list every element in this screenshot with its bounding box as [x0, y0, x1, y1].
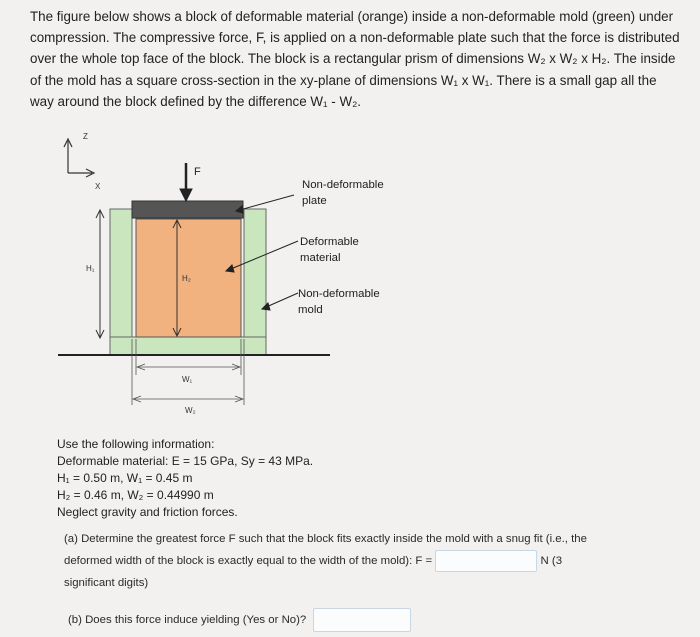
callout-material-line2: material [300, 252, 341, 264]
question-a-text: (a) Determine the greatest force F such that the block fits exactly inside the mold with a snug fit (i.e., the deformed width of the block is exactly equal to the width of the mold): F = [64, 533, 587, 568]
w1-label: W₁ [182, 375, 193, 384]
callout-plate-line1: Non-deformable [302, 179, 384, 191]
question-b-text: (b) Does this force induce yielding (Yes or No)? [68, 614, 307, 627]
given-information [57, 436, 313, 521]
question-b [68, 608, 411, 632]
h2-label: H₂ [182, 274, 191, 283]
force-arrow [180, 163, 192, 201]
force-answer-input[interactable] [435, 550, 537, 572]
callout-material-line1: Deformable [300, 236, 359, 248]
info-material: Deformable material: E = 15 GPa, Sy = 43 MPa. [57, 454, 314, 468]
mold-wall-left [110, 209, 132, 355]
info-heading: Use the following information: [57, 437, 215, 451]
intro-paragraph: The figure below shows a block of deformable material (orange) inside a non-deformable mold (green) under compression. The compressive force, F, is applied on a non-deformable plate such that the force is distributed over the whole top face of the block. The block is a rectangular prism of dimensions W₂ x W₂ x H₂. The inside of the mold has a square cross-section in the xy-plane of dimensions W₁ x W₁. There is a small gap all the way around the block defined by the difference W₁ - W₂. [30, 9, 680, 109]
axis-z-label: Z [83, 132, 88, 141]
info-dims-1: H₁ = 0.50 m, W₁ = 0.45 m [57, 471, 193, 485]
w2-label: W₂ [185, 406, 196, 415]
h1-dimension [96, 210, 104, 338]
mold-diagram [50, 125, 410, 415]
non-deformable-plate [132, 201, 243, 218]
callout-mold-line2: mold [298, 304, 323, 316]
info-neglect: Neglect gravity and friction forces. [57, 505, 238, 519]
svg-text:Non-deformable plate D [298, 179, 387, 316]
callout-plate-line2: plate [302, 195, 327, 207]
question-a-tail: significant digits) [64, 577, 149, 590]
info-dims-2: H₂ = 0.46 m, W₂ = 0.44990 m [57, 488, 214, 502]
force-label: F [194, 166, 201, 178]
h1-label: H₁ [86, 264, 95, 273]
problem-intro [30, 6, 680, 112]
mold-wall-right [244, 209, 266, 355]
callout-mold-line1: Non-deformable [298, 288, 380, 300]
axis-x-label: X [95, 182, 101, 191]
mold-base [110, 337, 266, 355]
axes [64, 139, 94, 177]
question-a [64, 528, 624, 594]
yielding-answer-input[interactable] [313, 608, 411, 632]
question-a-unit: N (3 [540, 555, 563, 568]
